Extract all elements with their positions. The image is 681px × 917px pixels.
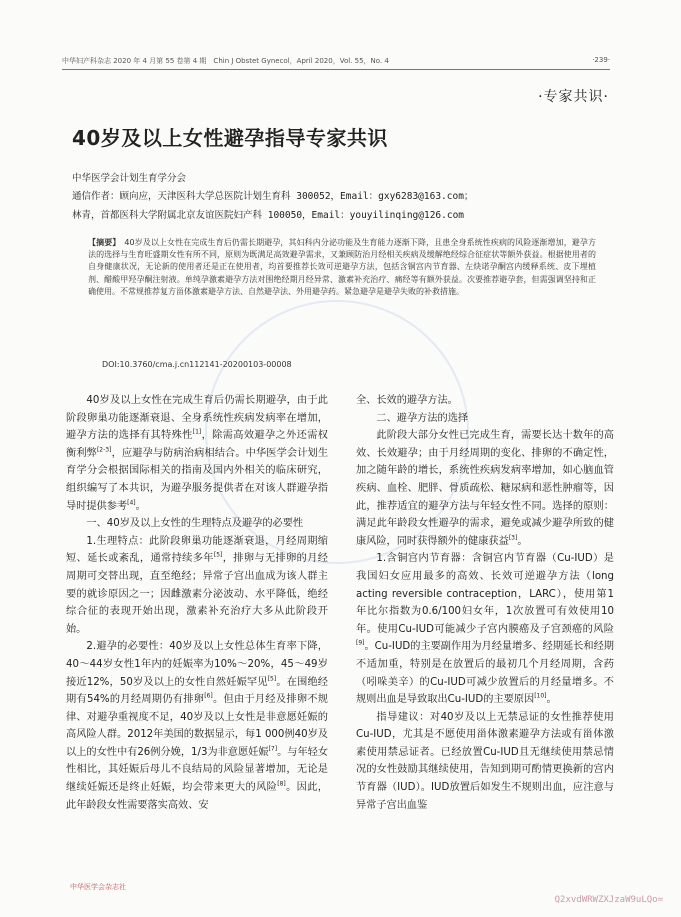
corresponding-author-1: 通信作者：顾向应，天津医科大学总医院计划生育科 300052，Email：gxy6283@163.com； xyxy=(72,191,474,202)
running-header xyxy=(62,56,610,66)
paragraph: 1.含铜宫内节育器：含铜宫内节育器（Cu-IUD）是我国妇女应用最多的高效、长效可逆避孕方法（long acting reversible contraception，LARC），使用第1年比尔指数为0.6/100妇女年，1次放置可有效使用10年。使用Cu-IUD可能减少子宫内膜癌及子宫颈癌的风险[9]。Cu-IUD的主要副作用为月经量增多、经期延长和经期不适加重，特别是在放置后的最初几个月经周期，含药（吲哚美辛）的Cu-IUD可减少放置后的月经量增多。不规则出血是导致取出Cu-IUD的主要原因[10]。 xyxy=(356,553,614,706)
paragraph-continued: 全、长效的避孕方法。 xyxy=(356,395,458,406)
paragraph: 2.避孕的必要性：40岁及以上女性总体生育率下降，40～44岁女性1年内的妊娠率为10%～20%，45～49岁接近12%，50岁及以上的女性自然妊娠罕见[5]。在围绝经期有54%的月经周期仍有排卵[6]。但由于月经及排卵不规律、对避孕重视度不足，40岁及以上女性是非意愿妊娠的高风险人群。2012年美国的数据显示，每1 000例40岁及以上的女性中有26例分娩，1/3为非意愿妊娠[7]。与年轻女性相比，其妊娠后母儿不良结局的风险显著增加，无论是继续妊娠还是终止妊娠，均会带来更大的风险[8]。因此，此年龄段女性需要落实高效、安 xyxy=(66,641,329,811)
abstract-label: 【摘要】 xyxy=(88,238,121,247)
paragraph: 40岁及以上女性在完成生育后仍需长期避孕，由于此阶段卵巢功能逐渐衰退、全身系统性疾病发病率在增加，避孕方法的选择有其特殊性[1]，除需高效避孕之外还需权衡利弊[2-3]，应避孕与防病治病相结合。中华医学会计划生育学分会根据国际相关的指南及国内外相关的临床研究，组织编写了本共识，为避孕服务提供者在对该人群避孕指导时提供参考[4]。 xyxy=(66,395,329,512)
section-tag: ·专家共识· xyxy=(538,89,609,105)
page-number: ·239· xyxy=(592,56,610,64)
footer-code: Q2xvdWRWZXJzaW9uLQo= xyxy=(554,895,663,905)
paragraph: 此阶段大部分女性已完成生育，需要长达十数年的高效、长效避孕；由于月经周期的变化、排卵的不确定性，加之随年龄的增长，系统性疾病发病率增加，如心脑血管疾病、血栓、肥胖、骨质疏松、糖尿病和恶性肿瘤等，因此，推荐适宜的避孕方法与年轻女性不同。选择的原则：满足此年龄段女性避孕的需求，避免或减少避孕所致的健康风险，同时获得额外的健康获益[3]。 xyxy=(356,430,614,547)
abstract-text: 40岁及以上女性在完成生育后仍需长期避孕，其妇科内分泌功能及生育能力逐渐下降，且患全身系统性疾病的风险逐渐增加，避孕方法的选择与生育旺盛期女性有所不同，原则为既满足高效避孕需求，又兼顾防治月经相关疾病及缓解绝经综合征症状等额外获益。根据使用者的自身健康状况，无论新的使用者还是正在使用者，均首要推荐长效可逆避孕方法，包括含铜宫内节育器、左炔诺孕酮宫内缓释系统、皮下埋植剂、醋酸甲羟孕酮注射液。单纯孕激素避孕方法对围绝经期月经异常、激素补充治疗、痛经等有额外获益。次要推荐避孕套，但需强调坚持和正确使用。不常规推荐复方甾体激素避孕方法、自然避孕法、外用避孕药。紧急避孕是避孕失败的补救措施。 xyxy=(88,238,596,296)
paragraph: 指导建议：对40岁及以上无禁忌证的女性推荐使用Cu-IUD，尤其是不愿使用甾体激素避孕方法或有甾体激素使用禁忌证者。已经放置Cu-IUD且无继续使用禁忌情况的女性鼓励其继续使用，告知到期可酌情更换新的宫内节育器（IUD）。IUD放置后如发生不规则出血，应注意与异常子宫出血鉴 xyxy=(356,711,614,811)
publisher-logo: 中华医学会杂志社 xyxy=(70,883,126,891)
right-column xyxy=(356,392,614,814)
section-heading-2: 二、避孕方法的选择 xyxy=(376,412,469,424)
abstract xyxy=(88,237,596,298)
journal-line: 中华妇产科杂志 2020 年 4 月第 55 卷第 4 期 Chin J Obstet Gynecol，April 2020，Vol. 55，No. 4 xyxy=(62,57,389,65)
corresponding-author-2: 林青，首都医科大学附属北京友谊医院妇产科 100050，Email：youyilinqing@126.com xyxy=(72,210,465,221)
article-title: 40岁及以上女性避孕指导专家共识 xyxy=(72,126,388,150)
left-column xyxy=(66,392,328,814)
paragraph: 1.生理特点：此阶段卵巢功能逐渐衰退，月经周期缩短、延长或紊乱，通常持续多年[5]，排卵与无排卵的月经周期可交替出现，直至绝经；异常子宫出血成为该人群主要的就诊原因之一；因雌激素分泌波动、水平降低，绝经综合征的表现开始出现，激素补充治疗大多从此阶段开始。 xyxy=(66,535,328,635)
section-heading-1: 一、40岁及以上女性的生理特点及避孕的必要性 xyxy=(86,518,304,530)
author-organization: 中华医学会计划生育学分会 xyxy=(72,173,187,184)
doi: DOI:10.3760/cma.j.cn112141-20200103-00008 xyxy=(102,360,292,369)
header-rule xyxy=(62,69,610,70)
